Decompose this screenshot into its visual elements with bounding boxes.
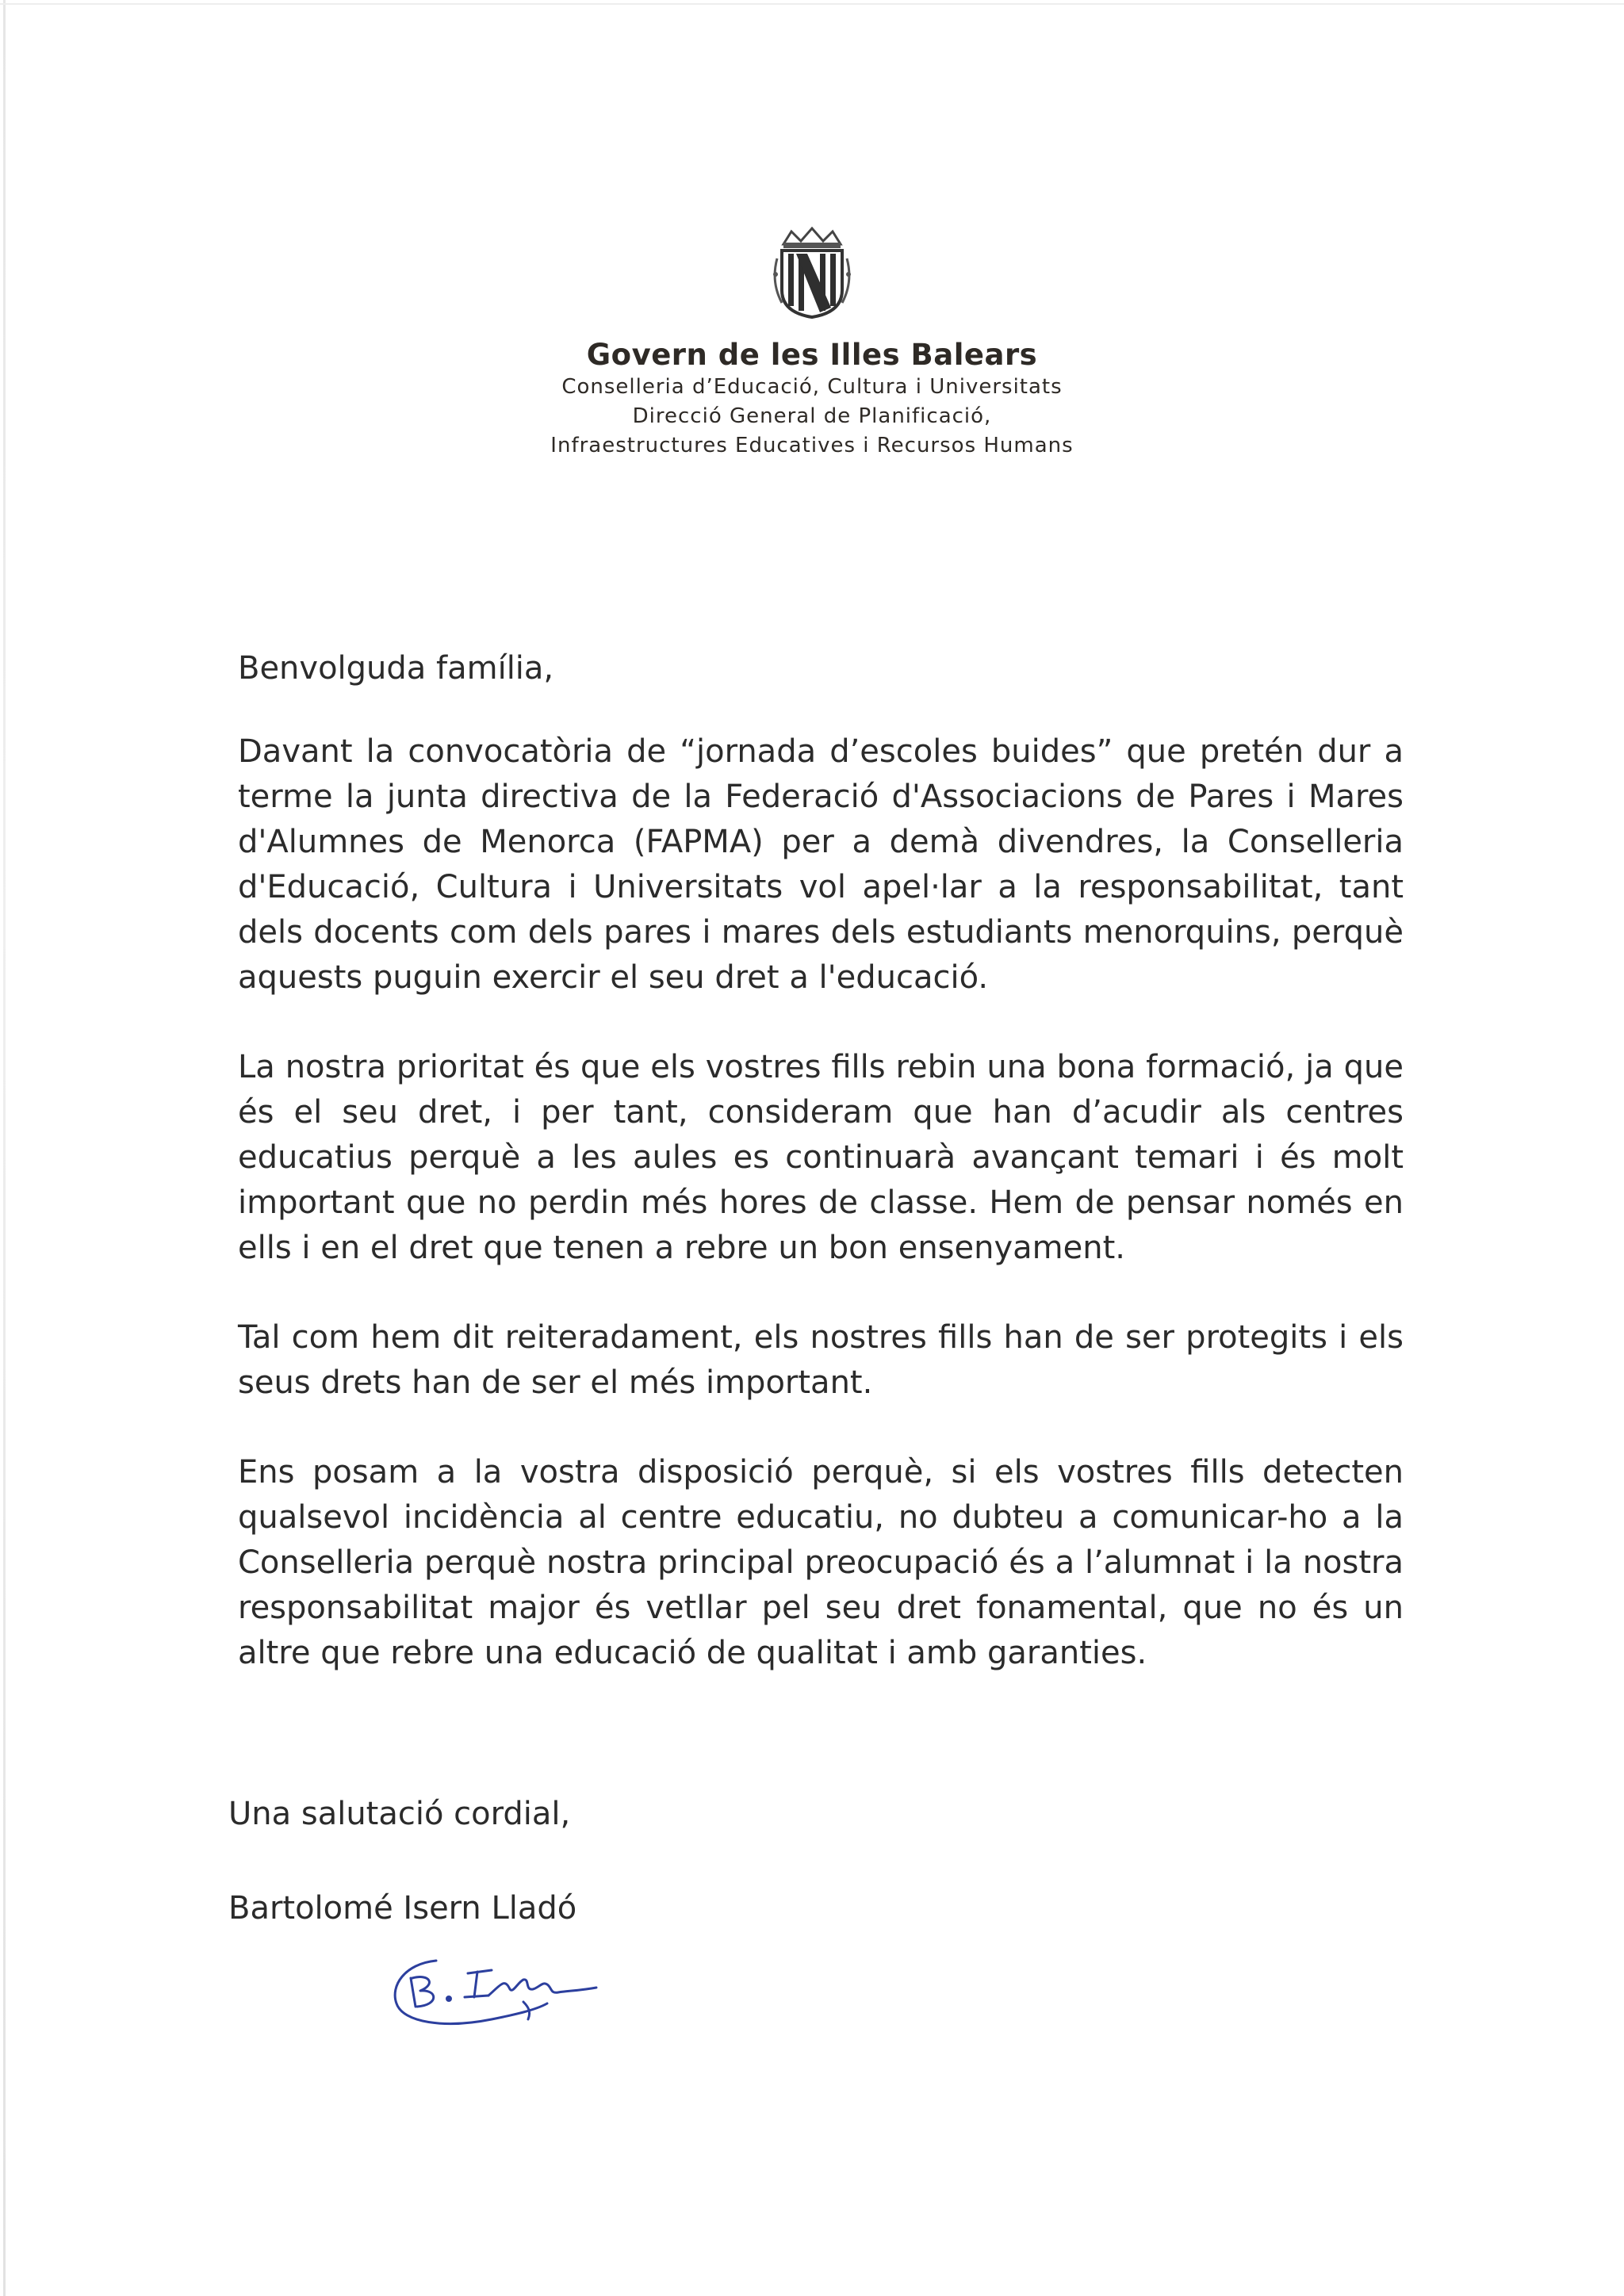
handwritten-signature [389, 1946, 619, 2038]
paragraph-2: La nostra prioritat és que els vostres fills rebin una bona formació, ja que és el seu dret, i per tant, consideram que han d’acudir als centres educatius perquè a les aules es continuarà avançant temari i és molt important que no perdin més hores de classe. Hem de pensar només en ells i en el dret que tenen a rebre un bon ensenyament. [238, 1049, 1404, 1266]
coat-of-arms-icon [768, 227, 856, 320]
scan-edge-top [0, 3, 1624, 5]
closing: Una salutació cordial, [228, 1796, 571, 1832]
letterhead [0, 227, 1624, 461]
government-name: Govern de les Illes Balears [586, 338, 1038, 372]
paragraph-4: Ens posam a la vostra disposició perquè, si els vostres fills detecten qualsevol incidència al centre educatiu, no dubteu a comunicar-ho a la Conselleria perquè nostra principal preocupació és a l’alumnat i la nostra responsabilitat major és vetllar pel seu dret fonamental, que no és un altre que rebre una educació de qualitat i amb garanties. [238, 1454, 1404, 1671]
department-line-2: Direcció General de Planificació, [632, 404, 992, 428]
salutation: Benvolguda família, [238, 650, 554, 687]
letter-body [238, 646, 1404, 1720]
paragraph-3: Tal com hem dit reiteradament, els nostres fills han de ser protegits i els seus drets han de ser el més important. [238, 1319, 1404, 1401]
signer-name: Bartolomé Isern Lladó [228, 1890, 577, 1927]
department-line-3: Infraestructures Educatives i Recursos Humans [550, 434, 1074, 457]
paragraph-1: Davant la convocatòria de “jornada d’escoles buides” que pretén dur a terme la junta directiva de la Federació d'Associacions de Pares i Mares d'Alumnes de Menorca (FAPMA) per a demà divendres, la Conselleria d'Educació, Cultura i Universitats vol apel·lar a la responsabilitat, tant dels docents com dels pares i mares dels estudiants menorquins, perquè aquests puguin exercir el seu dret a l'educació. [238, 733, 1404, 996]
department-line-1: Conselleria d’Educació, Cultura i Universitats [561, 375, 1063, 399]
